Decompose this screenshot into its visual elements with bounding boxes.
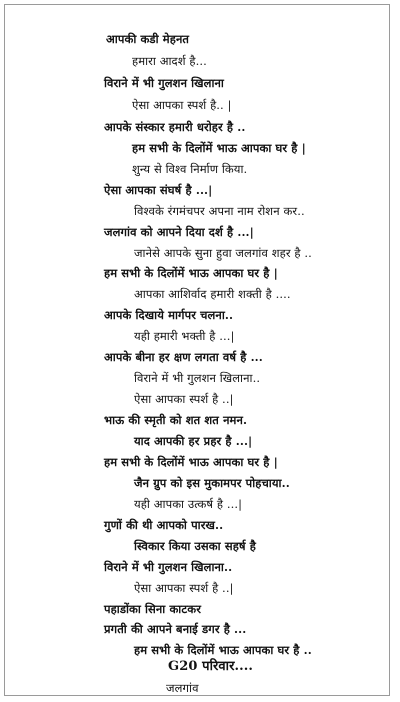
group-signature: G20 परिवार....: [168, 659, 254, 674]
poem-line: आपका आशिर्वाद हमारी शक्ती है ....: [134, 287, 291, 301]
poem-line: पहाडोंका सिना काटकर: [104, 602, 202, 616]
poem-line: याद आपकी हर प्रहर है ...|: [134, 434, 253, 448]
poem-line: विराने में भी गुलशन खिलाना: [104, 76, 224, 90]
poem-line: हम सभी के दिलोंमें भाऊ आपका घर है |: [104, 455, 278, 469]
poem-line: हम सभी के दिलोंमें भाऊ आपका घर है |: [104, 266, 278, 280]
poem-line: विश्वके रंगमंचपर अपना नाम रोशन कर..: [134, 204, 305, 218]
poem-line: यही हमारी भक्ती है ...|: [134, 329, 235, 343]
poem-line: जैन ग्रुप को इस मुकामपर पोहचाया..: [134, 476, 290, 490]
poem-line: भाऊ की स्मृती को शत शत नमन.: [104, 413, 248, 427]
poem-line: प्रगती की आपने बनाई डगर है ...: [104, 622, 247, 636]
poem-line: हम सभी के दिलोंमें भाऊ आपका घर है |: [132, 141, 306, 155]
city-name: जलगांव: [166, 681, 199, 695]
poem-line: हम सभी के दिलोंमें भाऊ आपका घर है ..: [134, 643, 312, 657]
poem-line: गुणों की थी आपको पारख..: [104, 518, 224, 532]
poem-line: आपकी कडी मेहनत: [106, 32, 190, 46]
poem-line: शुन्य से विश्व निर्माण किया.: [132, 162, 248, 176]
poem-line: विराने में भी गुलशन खिलाना..: [134, 371, 261, 385]
poem-line: हमारा आदर्श है...: [132, 54, 207, 68]
poem-line: ऐसा आपका स्पर्श है ..|: [134, 581, 234, 595]
poem-line: आपके बीना हर क्षण लगता वर्ष है ...: [104, 350, 263, 364]
poem-line: ऐसा आपका संघर्ष है ...|: [104, 183, 213, 197]
poem-line: स्विकार किया उसका सहर्ष है: [134, 539, 256, 553]
poem-line: ऐसा आपका स्पर्श है ..|: [134, 392, 234, 406]
poem-line: यही आपका उत्कर्ष है ...|: [134, 497, 243, 511]
poem-line: आपके संस्कार हमारी धरोहर है ..: [104, 120, 246, 134]
poem-line: विराने में भी गुलशन खिलाना..: [104, 560, 233, 574]
poem-line: जलगांव को आपने दिया दर्श है ...|: [104, 225, 254, 239]
poem-line: ऐसा आपका स्पर्श है.. |: [132, 98, 232, 112]
poem-line: जानेसे आपके सुना हुवा जलगांव शहर है ..: [134, 246, 312, 260]
poem-line: आपके दिखाये मार्गपर चलना..: [104, 308, 234, 322]
